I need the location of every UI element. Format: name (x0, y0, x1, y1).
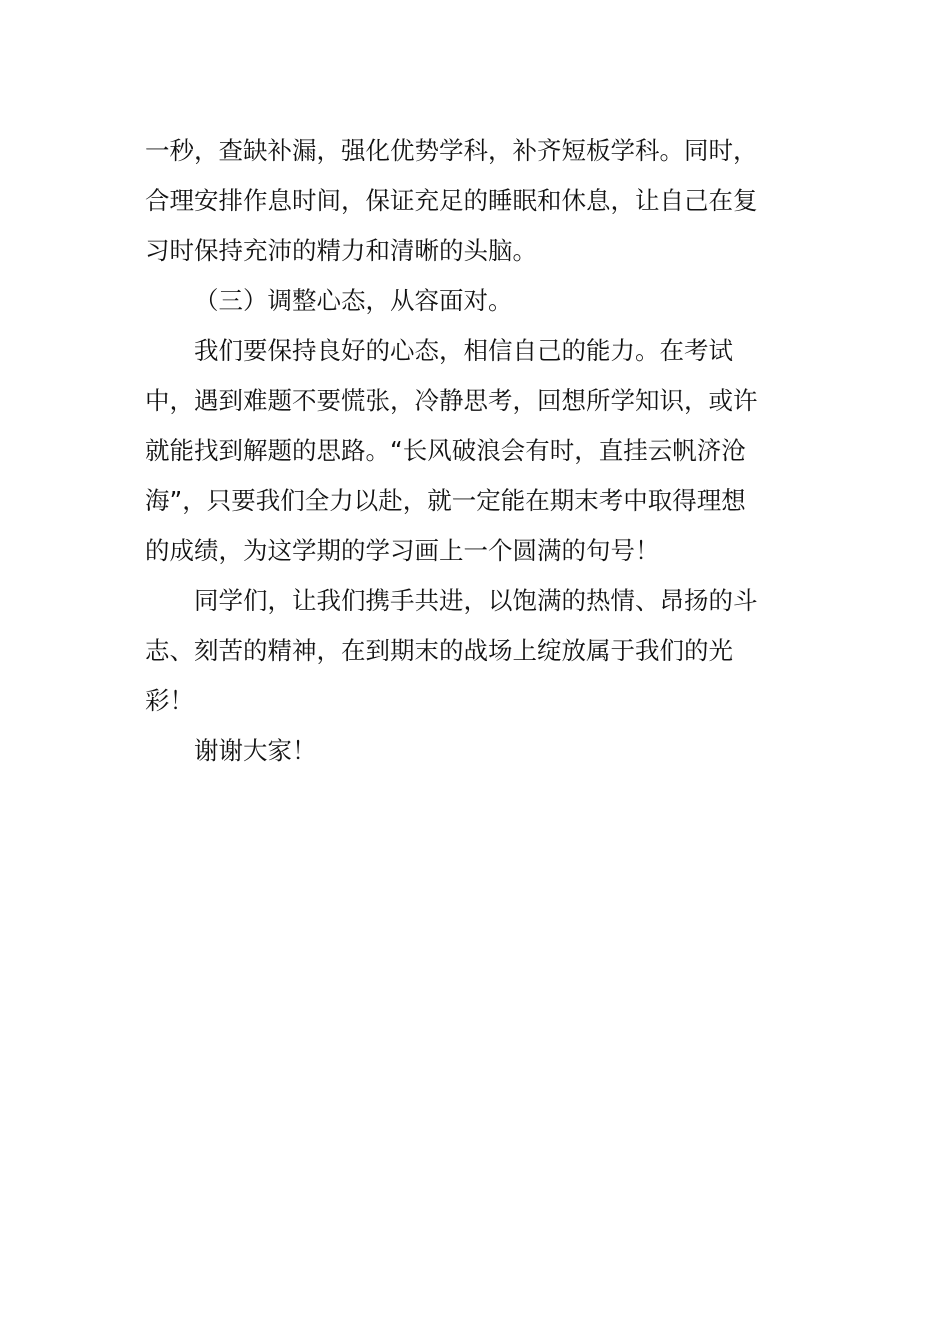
paragraph-line: 的成绩，为这学期的学习画上一个圆满的句号！ (145, 536, 660, 565)
paragraph-line: 合理安排作息时间，保证充足的睡眠和休息，让自己在复 (145, 186, 758, 215)
paragraph-line: 就能找到解题的思路。“长风破浪会有时，直挂云帆济沧 (145, 436, 746, 465)
paragraph-line: 彩！ (145, 686, 194, 715)
paragraph-line: 志、刻苦的精神，在到期末的战场上绽放属于我们的光 (145, 636, 733, 665)
paragraph-line: 习时保持充沛的精力和清晰的头脑。 (145, 236, 537, 265)
closing-line: 谢谢大家！ (194, 736, 317, 765)
paragraph-line: 我们要保持良好的心态，相信自己的能力。在考试 (194, 336, 733, 365)
section-heading: （三）调整心态，从容面对。 (194, 286, 513, 315)
paragraph-line: 同学们，让我们携手共进，以饱满的热情、昂扬的斗 (194, 586, 758, 615)
paragraph-line: 中，遇到难题不要慌张，冷静思考，回想所学知识，或许 (145, 386, 758, 415)
paragraph-line: 一秒，查缺补漏，强化优势学科，补齐短板学科。同时， (145, 136, 758, 165)
paragraph-line: 海”，只要我们全力以赴，就一定能在期末考中取得理想 (145, 486, 746, 515)
document-body (145, 126, 795, 776)
